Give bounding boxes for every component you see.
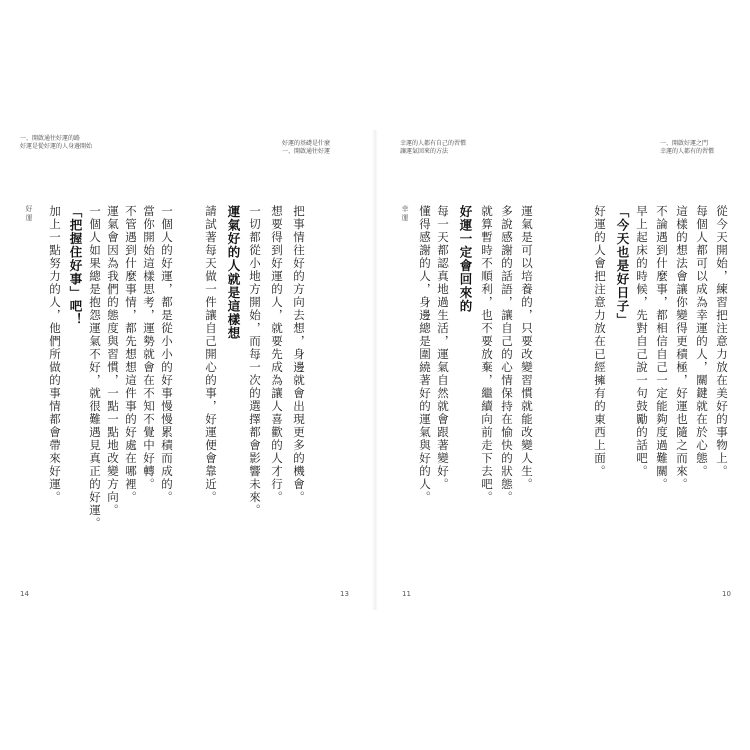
text-column: 好運 (25, 205, 33, 223)
text-column: 多說感謝的話語，讓自己的心情保持在愉快的狀態。 (500, 205, 514, 504)
text-column: 一個人的好運，都是從小小的好事慢慢累積而成的。 (160, 205, 174, 504)
running-head-line: 一、開啟好運之門 (660, 140, 709, 147)
text-column: 不論遇到什麼事，都相信自己一定能夠度過難關。 (655, 205, 669, 491)
text-column: 幸運 (401, 205, 409, 223)
text-block-page-13 (198, 205, 358, 590)
text-block-page-14 (22, 205, 174, 590)
page-number: 10 (722, 590, 731, 598)
text-column: 每個人都可以成為幸運的人，關鍵就在於心態。 (695, 205, 709, 478)
text-column: 一切都從小地方開始，而每一次的選擇都會影響未來。 (248, 205, 262, 517)
text-column: 好運的人會把注意力放在已經擁有的東西上面。 (593, 205, 607, 478)
text-column: 早上起床的時候，先對自己說一句鼓勵的話吧。 (635, 205, 649, 478)
page-number: 14 (20, 590, 29, 598)
text-column: 運氣會因為我們的態度與習慣，一點一點地改變方向。 (106, 205, 120, 517)
section-heading: 「把握住好事」吧！ (68, 205, 83, 327)
text-column: 懂得感謝的人，身邊總是圍繞著好的運氣與好的人。 (418, 205, 432, 504)
text-column: 一個人如果總是抱怨運氣不好，就很難遇見真正的好運。 (88, 205, 102, 530)
text-column: 就算暫時不順利，也不要放棄，繼續向前走下去吧。 (480, 205, 494, 504)
page-number: 11 (402, 590, 411, 598)
text-block-page-11 (398, 205, 558, 590)
running-head-line: 讓運氣回來的方法 (400, 148, 449, 155)
text-column: 把事情往好的方向去想，身邊就會出現更多的機會。 (292, 205, 306, 504)
text-column: 想要得到好運的人，就要先成為讓人喜歡的人才行。 (270, 205, 284, 504)
running-head-line: 一、開啟通往好運 (282, 148, 331, 155)
section-heading: 「今天也是好日子」 (615, 205, 630, 327)
running-head-page-11 (400, 140, 466, 156)
section-heading: 運氣好的人就是這樣想 (226, 205, 241, 340)
running-head-page-13 (282, 140, 330, 156)
text-column: 當你開始這樣思考，運勢就會在不知不覺中好轉。 (142, 205, 156, 491)
text-column: 這樣的想法會讓你變得更積極，好運也隨之而來。 (675, 205, 689, 491)
text-column: 不管遇到什麼事情，都先想想這件事的好處在哪裡。 (124, 205, 138, 504)
running-head-line: 好運的基礎是什麼 (282, 140, 331, 147)
running-head-line: 幸運的人都有的習慣 (660, 148, 715, 155)
running-head-line: 幸運的人都有自己的習慣 (400, 140, 467, 147)
text-column: 加上一點努力的人，他們所做的事情都會帶來好運。 (48, 205, 62, 504)
text-column: 運氣是可以培養的，只要改變習慣就能改變人生。 (520, 205, 534, 491)
page-number: 13 (340, 590, 349, 598)
text-block-page-10 (590, 205, 735, 590)
running-head-page-10 (660, 140, 714, 156)
running-head-page-14 (20, 135, 92, 151)
text-column: 每一天都認真地過生活，運氣自然就會跟著變好。 (436, 205, 450, 491)
text-column: 從今天開始，練習把注意力放在美好的事物上。 (715, 205, 729, 478)
section-heading: 好運一定會回來的 (458, 205, 473, 313)
text-column: 請試著每天做一件讓自己開心的事，好運便會靠近。 (204, 205, 218, 504)
book-gutter (372, 130, 378, 610)
running-head-line: 好運是從好運的人身邊開始 (20, 143, 93, 150)
running-head-line: 一、開啟通往好運的路 (20, 135, 81, 142)
